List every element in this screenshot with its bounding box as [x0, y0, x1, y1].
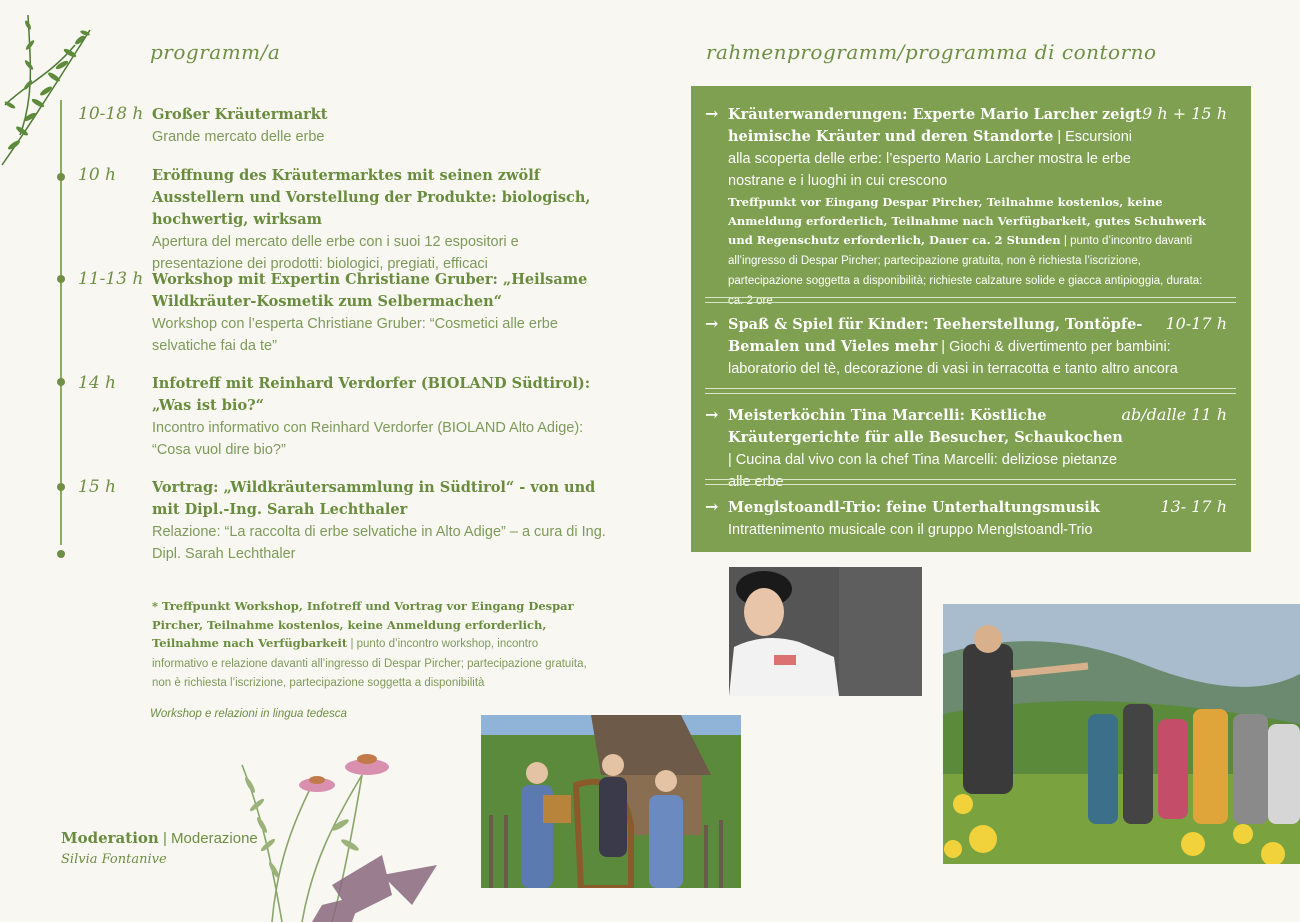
entry-title-de: Workshop mit Expertin Christiane Gruber: „Heilsame Wildkräuter-Kosmetik zum Selbermachen“ — [152, 271, 588, 310]
entry-time: 15 h — [78, 477, 116, 497]
item-separator: | — [937, 339, 950, 355]
moderation-separator: | — [158, 830, 172, 847]
arrow-right-icon: → — [705, 405, 719, 424]
program-entry — [152, 477, 612, 565]
timeline-dot — [57, 173, 65, 181]
moderator-name: Silvia Fontanive — [61, 852, 167, 867]
side-program-item — [705, 405, 1235, 490]
program-entry — [152, 269, 612, 357]
moderation-de: Moderation — [61, 829, 159, 847]
item-time: 9 h + 15 h — [1142, 104, 1227, 123]
item-time: 10-17 h — [1165, 314, 1227, 333]
divider — [705, 479, 1236, 485]
item-text — [728, 104, 1148, 192]
timeline-dot — [57, 378, 65, 386]
entry-time: 11-13 h — [78, 269, 144, 289]
item-time: 13- 17 h — [1160, 497, 1227, 516]
flower-illustration — [232, 745, 442, 922]
entry-title-it: Workshop con l’esperta Christiane Gruber: “Cosmetici alle erbe selvatiche fai da te” — [152, 316, 558, 354]
herb-walk-photo — [943, 604, 1300, 864]
entry-title-de: Eröffnung des Kräutermarktes mit seinen zwölf Ausstellern und Vorstellung der Produkte: biologisch, hochwertig, wirksam — [152, 167, 591, 228]
entry-title-de: Infotreff mit Reinhard Verdorfer (BIOLAND Südtirol): „Was ist bio?“ — [152, 375, 591, 414]
item-title-de: Menglstoandl-Trio: feine Unterhaltungsmusik — [728, 499, 1100, 516]
entry-time: 10-18 h — [78, 104, 144, 124]
entry-time: 14 h — [78, 373, 116, 393]
program-entry — [152, 373, 612, 461]
item-separator: | — [1060, 235, 1071, 247]
entry-time: 10 h — [78, 165, 116, 185]
language-note: Workshop e relazioni in lingua tedesca — [150, 708, 347, 720]
arrow-right-icon: → — [705, 314, 719, 333]
divider — [705, 297, 1236, 303]
arrow-right-icon: → — [705, 497, 719, 516]
entry-title-de: Großer Kräutermarkt — [152, 106, 328, 123]
timeline-dot — [57, 550, 65, 558]
entry-title-de: Vortrag: „Wildkräutersammlung in Südtirol“ - von und mit Dipl.-Ing. Sarah Lechthaler — [152, 479, 596, 518]
item-separator: | — [1053, 129, 1066, 145]
entry-title-it: Grande mercato delle erbe — [152, 129, 325, 145]
item-title-it: Escursioni alla scoperta delle erbe: l’esperto Mario Larcher mostra le erbe nostrane e i luoghi in cui crescono — [728, 129, 1133, 189]
moderation-label — [61, 829, 258, 847]
side-program-item — [705, 497, 1235, 545]
program-entry — [152, 104, 612, 148]
item-title-it: Intrattenimento musicale con il gruppo Menglstoandl-Trio — [728, 522, 1093, 538]
entry-title-it: Apertura del mercato delle erbe con i suoi 12 espositori e presentazione dei prodotti: biologici, pregiati, efficaci — [152, 234, 519, 272]
side-program-item — [705, 104, 1235, 307]
trio-photo — [481, 715, 741, 888]
item-separator: | — [728, 452, 736, 468]
side-program-item — [705, 314, 1235, 384]
divider — [705, 388, 1236, 394]
footnote — [152, 597, 592, 693]
program-entry — [152, 165, 612, 275]
chef-photo — [729, 567, 922, 696]
item-text — [728, 497, 1148, 541]
item-detail — [728, 193, 1208, 311]
footnote-de: * Treffpunkt Workshop, Infotreff und Vortrag vor Eingang Despar Pircher, Teilnahme kostenlos, keine Anmeldung erforderlich, Teilnahme nach Verfügbarkeit — [152, 599, 574, 650]
item-detail-it: punto d’incontro davanti all’ingresso di Despar Pircher; partecipazione gratuita, non è richiesta l’iscrizione, partecipazione soggetta a disponibilità; richieste calzature solide e giacca antipioggia, durata: ca. 2 ore — [728, 235, 1203, 307]
side-program-title: rahmenprogramm/programma di contorno — [706, 40, 1157, 64]
item-title-de: Meisterköchin Tina Marcelli: Köstliche Kräutergerichte für alle Besucher, Schaukochen — [728, 407, 1123, 446]
side-program-panel — [691, 86, 1251, 552]
item-detail-de: Treffpunkt vor Eingang Despar Pircher, Teilnahme kostenlos, keine Anmeldung erforderlich, Teilnahme nach Verfügbarkeit, gutes Schuhwerk und Regenschutz erforderlich, Dauer ca. 2 Stunden — [728, 195, 1206, 247]
arrow-right-icon: → — [705, 104, 719, 123]
herb-sprig-illustration — [0, 5, 95, 175]
program-title: programm/a — [150, 40, 281, 64]
moderation-it: Moderazione — [171, 830, 258, 847]
footnote-separator: | — [347, 638, 357, 650]
item-title-de: Kräuterwanderungen: Experte Mario Larcher zeigt heimische Kräuter und deren Standorte — [728, 106, 1142, 145]
item-text — [728, 314, 1178, 380]
timeline-line — [60, 100, 62, 545]
timeline-dot — [57, 275, 65, 283]
item-title-de: Spaß & Spiel für Kinder: Teeherstellung, Tontöpfe-Bemalen und Vieles mehr — [728, 316, 1143, 355]
timeline-dot — [57, 483, 65, 491]
footnote-it: punto d’incontro workshop, incontro informativo e relazione davanti all’ingresso di Despar Pircher; partecipazione gratuita, non è richiesta l’iscrizione, partecipazione soggetta a disponibilità — [152, 638, 587, 689]
entry-title-it: Relazione: “La raccolta di erbe selvatiche in Alto Adige” – a cura di Ing. Dipl. Sarah Lechthaler — [152, 524, 606, 562]
item-title-it: Giochi & divertimento per bambini: laboratorio del tè, decorazione di vasi in terracotta e tanto altro ancora — [728, 339, 1178, 377]
item-time: ab/dalle 11 h — [1121, 405, 1227, 424]
item-title-it: Cucina dal vivo con la chef Tina Marcelli: deliziose pietanze alle erbe — [728, 452, 1118, 490]
entry-title-it: Incontro informativo con Reinhard Verdorfer (BIOLAND Alto Adige): “Cosa vuol dire bio?” — [152, 420, 584, 458]
